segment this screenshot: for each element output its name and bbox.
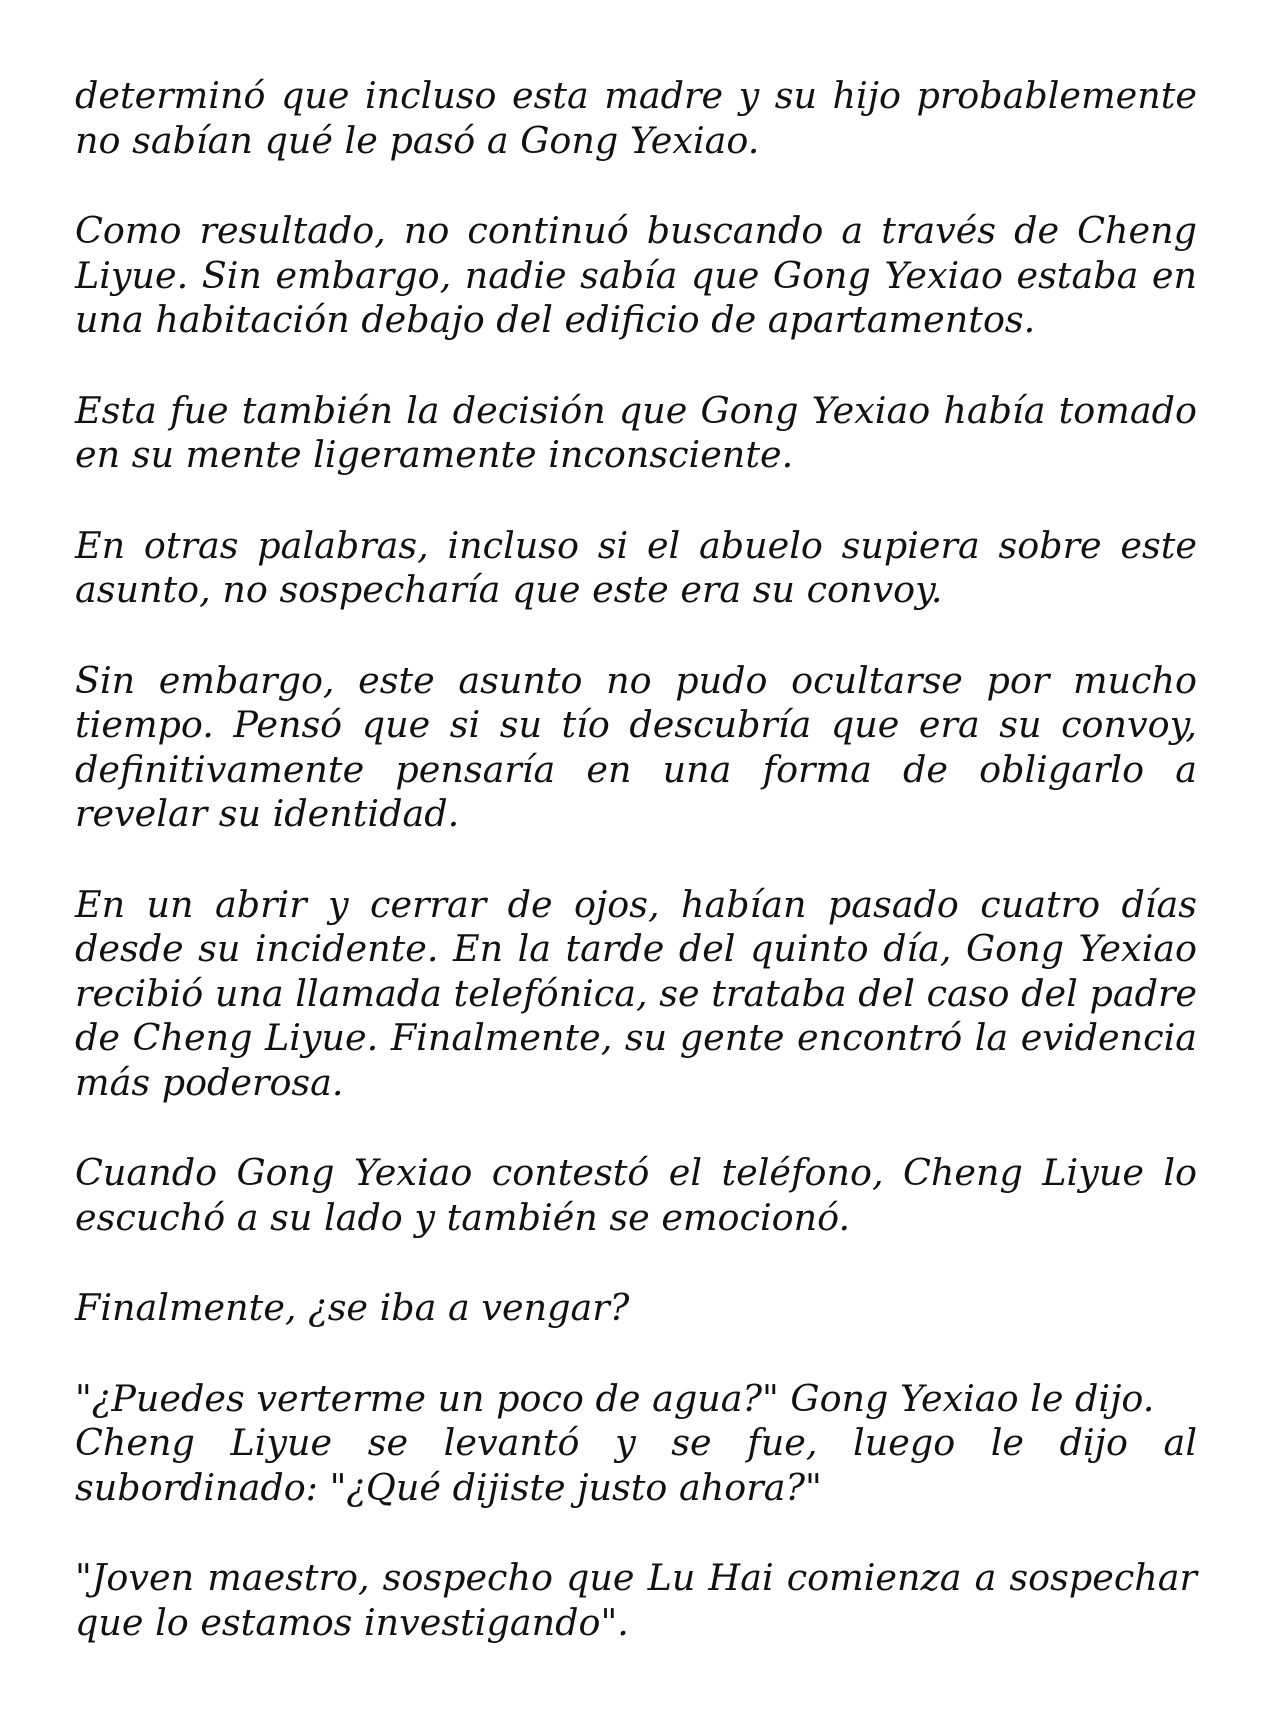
paragraph-4: En otras palabras, incluso si el abuelo supiera sobre este asunto, no sospecharía que este era su convoy. [75, 523, 1197, 611]
paragraph-10: Cheng Liyue se levantó y se fue, luego le dijo al subordinado: "¿Qué dijiste justo ahora?" [75, 1421, 1197, 1509]
paragraph-9: "¿Puedes verterme un poco de agua?" Gong Yexiao le dijo. [75, 1376, 1155, 1420]
paragraph-2: Como resultado, no continuó buscando a través de Cheng Liyue. Sin embargo, nadie sabía que Gong Yexiao estaba en una habitación debajo del edificio de apartamentos. [75, 209, 1197, 341]
paragraph-6: En un abrir y cerrar de ojos, habían pasado cuatro días desde su incidente. En la tarde del quinto día, Gong Yexiao recibió una llamada telefónica, se trataba del caso del padre de Cheng Liyue. Finalmente, su gente encontró la evidencia más poderosa. [75, 882, 1197, 1104]
paragraph-8: Finalmente, ¿se iba a vengar? [75, 1286, 630, 1329]
paragraph-3: Esta fue también la decisión que Gong Yexiao había tomado en su mente ligeramente inconsciente. [75, 388, 1197, 476]
paragraph-1: determinó que incluso esta madre y su hijo probablemente no sabían qué le pasó a Gong Yexiao. [75, 74, 1197, 162]
paragraph-7: Cuando Gong Yexiao contestó el teléfono, Cheng Liyue lo escuchó a su lado y también se emocionó. [75, 1151, 1197, 1239]
paragraph-5: Sin embargo, este asunto no pudo ocultarse por mucho tiempo. Pensó que si su tío descubría que era su convoy, definitivamente pensaría en una forma de obligarlo a revelar su identidad. [75, 658, 1197, 835]
paragraph-11: "Joven maestro, sospecho que Lu Hai comienza a sospechar que lo estamos investigando". [75, 1556, 1197, 1644]
document-page [75, 74, 1197, 1691]
